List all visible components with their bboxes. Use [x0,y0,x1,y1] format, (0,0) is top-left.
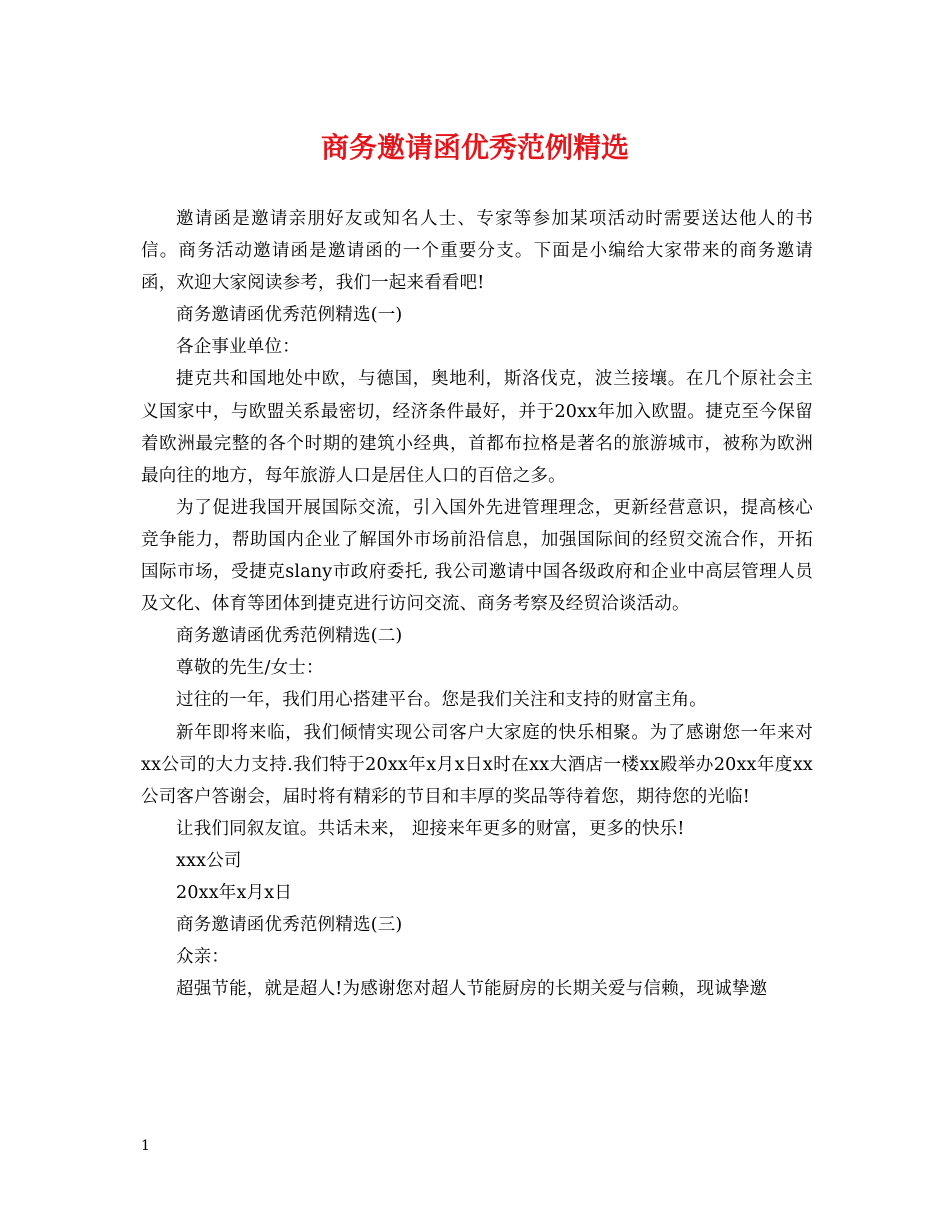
signature-company: xxx公司 [176,850,242,871]
page-number: 1 [141,1138,150,1154]
salutation-2: 尊敬的先生/女士： [176,658,324,679]
intro-paragraph: 邀请函是邀请亲朋好友或知名人士、专家等参加某项活动时需要送达他人的书信。商务活动邀请函是邀请函的一个重要分支。下面是小编给大家带来的商务邀请函，欢迎大家阅读参考，我们一起来看看吧! [141,209,813,294]
salutation-3: 众亲： [176,947,230,968]
body-paragraph: 超强节能，就是超人!为感谢您对超人节能厨房的长期关爱与信赖，现诚挚邀 [176,979,768,1000]
section-heading-3: 商务邀请函优秀范例精选(三) [176,915,403,936]
body-paragraph: 捷克共和国地处中欧，与德国，奥地利，斯洛伐克，波兰接壤。在几个原社会主义国家中，与欧盟关系最密切，经济条件最好，并于20xx年加入欧盟。捷克至今保留着欧洲最完整的各个时期的建筑小经典，首都布拉格是著名的旅游城市，被称为欧洲最向往的地方，每年旅游人口是居住人口的百倍之多。 [141,369,813,486]
page-title: 商务邀请函优秀范例精选 [320,131,629,164]
salutation-1: 各企事业单位： [176,337,300,358]
body-paragraph: 为了促进我国开展国际交流，引入国外先进管理理念，更新经营意识，提高核心竞争能力，帮助国内企业了解国外市场前沿信息，加强国际间的经贸交流合作，开拓国际市场，受捷克slany市政府委托, 我公司邀请中国各级政府和企业中高层管理人员及文化、体育等团体到捷克进行访问交流、商务考察及经贸洽谈活动。 [141,497,813,615]
body-paragraph: 新年即将来临，我们倾情实现公司客户大家庭的快乐相聚。为了感谢您一年来对xx公司的大力支持.我们特于20xx年x月x日x时在xx大酒店一楼xx殿举办20xx年度xx公司客户答谢会，届时将有精彩的节目和丰厚的奖品等待着您，期待您的光临! [141,722,813,807]
section-heading-1: 商务邀请函优秀范例精选(一) [176,305,403,326]
section-heading-2: 商务邀请函优秀范例精选(二) [176,626,403,647]
signature-date: 20xx年x月x日 [176,882,293,903]
body-paragraph: 让我们同叙友谊。共话未来， 迎接来年更多的财富，更多的快乐! [176,818,685,839]
document-body [141,203,813,1005]
body-paragraph: 过往的一年，我们用心搭建平台。您是我们关注和支持的财富主角。 [176,690,707,711]
